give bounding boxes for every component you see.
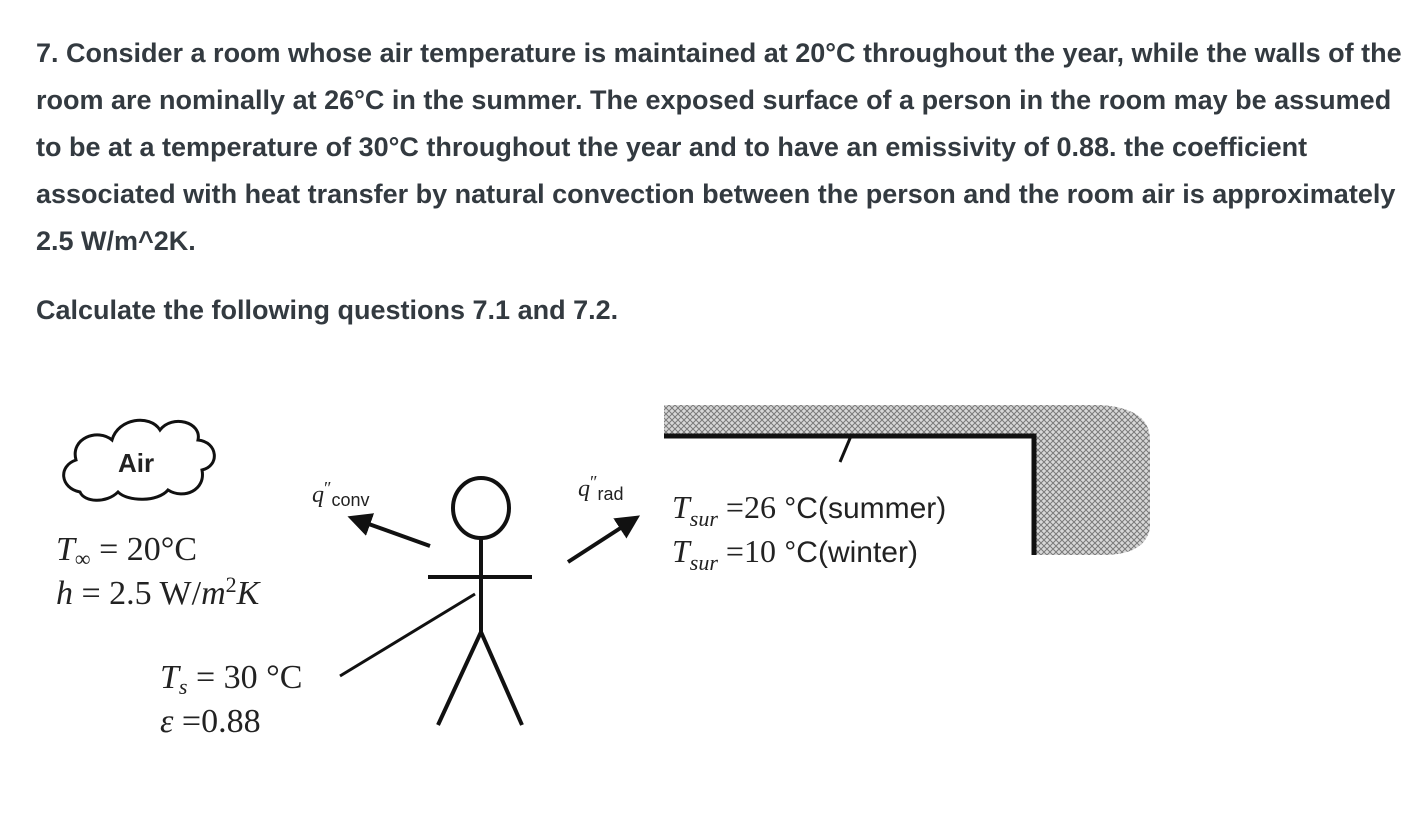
- ts-pointer-line: [340, 594, 475, 676]
- person-figure: [428, 478, 532, 725]
- air-label: Air: [118, 448, 155, 478]
- person-head: [453, 478, 509, 538]
- q-conv-arrow: [352, 518, 430, 546]
- wall-pointer-line: [840, 436, 851, 462]
- instruction-text: Calculate the following questions 7.1 and 7.2.: [36, 295, 619, 325]
- t-s-label: Ts = 30 °C: [160, 659, 303, 699]
- t-sur-winter-label: $T_{sur} =10$ °C(winter): [672, 533, 918, 575]
- h-label: h = 2.5 $W/m^2K$: [56, 572, 260, 612]
- problem-statement: 7. Consider a room whose air temperature is maintained at 20°C throughout the year, while the walls of the room are nominally at 26°C in the summer. The exposed surface of a person in the room may be assumed to be at a temperature of 30°C throughout the year and to have an emissivity of 0.88. the coefficient associated with heat transfer by natural convection between the person and the room air is approximately 2.5 W/m^2K.: [36, 38, 1402, 256]
- t-inf-label: T∞ = 20°C: [56, 531, 198, 571]
- q-rad-label: $q''_{rad}$: [578, 472, 624, 504]
- t-sur-summer-label: $T_{sur} =26$ °C(summer): [672, 489, 947, 531]
- q-conv-label: $q''_{conv}$: [312, 478, 370, 510]
- emissivity-label: ε =0.88: [160, 703, 261, 740]
- q-rad-arrow: [568, 518, 636, 562]
- air-cloud: [64, 420, 215, 500]
